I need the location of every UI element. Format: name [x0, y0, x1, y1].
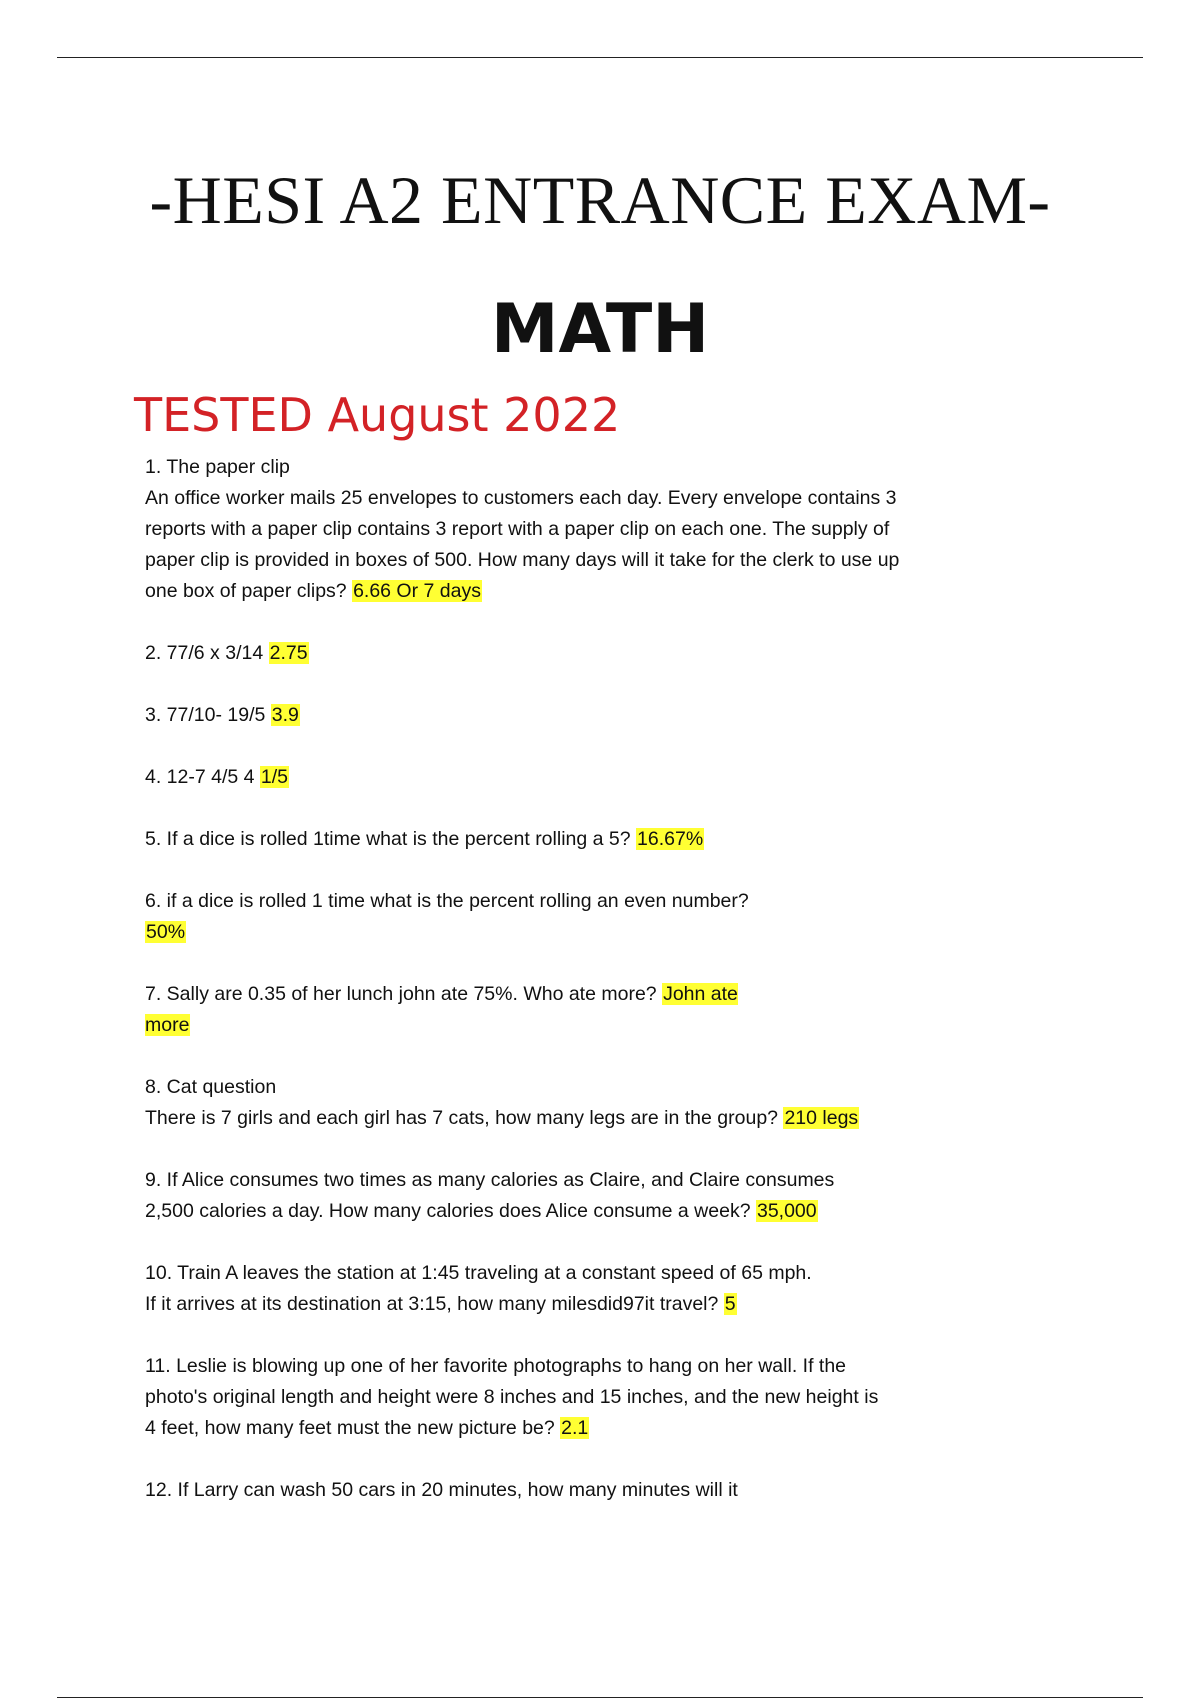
question-12 [145, 1475, 945, 1506]
answer-highlight: 210 legs [784, 1107, 859, 1129]
question-5 [145, 824, 945, 855]
question-text: 2. 77/6 x 3/14 [145, 642, 269, 664]
question-4 [145, 762, 945, 793]
question-heading: 8. Cat question [145, 1076, 277, 1098]
question-text: 4. 12-7 4/5 4 [145, 766, 260, 788]
question-10 [145, 1258, 825, 1320]
tested-date-heading: TESTED August 2022 [134, 388, 621, 442]
question-2 [145, 638, 945, 669]
question-text: 9. If Alice consumes two times as many calories as Claire, and Claire consumes 2,500 calories a day. How many calories does Alice consume a week? [145, 1169, 835, 1222]
question-1 [145, 452, 925, 607]
question-text: 10. Train A leaves the station at 1:45 traveling at a constant speed of 65 mph. If it arrives at its destination at 3:15, how many milesdid97it travel? [145, 1262, 812, 1315]
question-list [145, 452, 945, 1537]
document-title: -HESI A2 ENTRANCE EXAM- [149, 162, 1051, 238]
bottom-rule [57, 1697, 1143, 1698]
answer-highlight: 3.9 [271, 704, 299, 726]
answer-highlight: 2.1 [561, 1417, 589, 1439]
question-text: 3. 77/10- 19/5 [145, 704, 271, 726]
answer-highlight: 50% [146, 921, 186, 943]
question-6 [145, 886, 795, 948]
question-8 [145, 1072, 945, 1134]
question-text: 6. if a dice is rolled 1 time what is the percent rolling an even number? [145, 890, 749, 912]
question-text: 12. If Larry can wash 50 cars in 20 minutes, how many minutes will it [145, 1479, 738, 1501]
question-3 [145, 700, 945, 731]
answer-highlight: 5 [724, 1293, 736, 1315]
question-heading: 1. The paper clip [145, 456, 290, 478]
answer-highlight: 35,000 [756, 1200, 817, 1222]
question-11 [145, 1351, 885, 1444]
answer-highlight: 16.67% [637, 828, 704, 850]
question-text: An office worker mails 25 envelopes to customers each day. Every envelope contains 3 reports with a paper clip contains 3 report with a paper clip on each one. The supply of paper clip is provided in boxes of 500. How many days will it take for the clerk to use up one box of paper clips? [145, 487, 900, 602]
subject-heading: MATH [490, 290, 710, 369]
question-text: 11. Leslie is blowing up one of her favorite photographs to hang on her wall. If the photo's original length and height were 8 inches and 15 inches, and the new height is 4 feet, how many feet must the new picture be? [145, 1355, 879, 1439]
question-text: There is 7 girls and each girl has 7 cats, how many legs are in the group? [145, 1107, 784, 1129]
question-text: 7. Sally are 0.35 of her lunch john ate 75%. Who ate more? [145, 983, 663, 1005]
question-9 [145, 1165, 885, 1227]
question-7 [145, 979, 765, 1041]
answer-highlight: 1/5 [260, 766, 289, 788]
answer-highlight: John ate more [145, 983, 738, 1036]
top-rule [57, 57, 1143, 58]
question-text: 5. If a dice is rolled 1time what is the percent rolling a 5? [145, 828, 637, 850]
answer-highlight: 6.66 Or 7 days [353, 580, 481, 602]
answer-highlight: 2.75 [269, 642, 308, 664]
